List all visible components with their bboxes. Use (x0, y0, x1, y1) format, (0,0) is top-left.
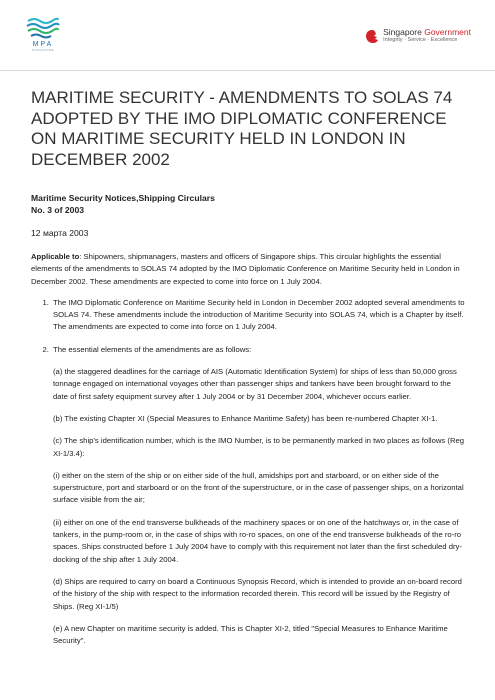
page-title: MARITIME SECURITY - AMENDMENTS TO SOLAS 74 ADOPTED BY THE IMO DIPLOMATIC CONFERENCE ON MARITIME SECURITY HELD IN LONDON IN DECEMBER 2002 (31, 88, 453, 169)
article-content (0, 88, 495, 647)
list-item-text: The essential elements of the amendments are as follows: (53, 344, 252, 354)
lion-head-icon (365, 29, 379, 44)
list-item (51, 344, 465, 648)
singapore-government-logo[interactable] (365, 28, 471, 44)
sub-item-c: (c) The ship's identification number, which is the IMO Number, is to be permanently marked in two places as follows (Reg XI-1/3.4): (53, 436, 465, 458)
sub-item-d: (d) Ships are required to carry on board a Continuous Synopsis Record, which is intended to provide an on-board record of the history of the ship with respect to the information recorded therein. This record will be issued by the Registry of Ships. (Reg XI-1/5) (53, 576, 462, 611)
mpa-logo-subtext: SINGAPORE (31, 48, 55, 52)
sub-item-a: (a) the staggered deadlines for the carriage of AIS (Automatic Identification System) for ships of less than 50,000 gross tonnage engaged on international voyages other than passenger ships and tankers have been brought forward to the date of first safety equipment survey after 1 July 2004 or by 31 December 2004, whichever occurs earlier. (53, 367, 457, 401)
applicable-text: : Shipowners, shipmanagers, masters and officers of Singapore ships. This circular highlights the essential elements of the amendments to SOLAS 74 adopted by the IMO Diplomatic Conference on Maritime Security held in London in December 2002. These amendments are expected to come into force on 1 July 2004. (31, 252, 460, 286)
applicable-paragraph (31, 251, 465, 288)
numbered-list (31, 297, 465, 648)
sub-item-b: (b) The existing Chapter XI (Special Measures to Enhance Maritime Safety) has been re-numbered Chapter XI-1. (53, 413, 438, 423)
sub-item-c-i: (i) either on the stern of the ship or on either side of the hull, amidships port and starboard, or on either side of the superstructure, port and starboard or on the front of the superstructure, or in the case of passenger ships, on a horizontal surface visible from the air; (53, 470, 464, 505)
circular-number: No. 3 of 2003 (31, 205, 85, 215)
mpa-logo-text: MPA (32, 41, 54, 48)
applicable-label: Applicable to (31, 252, 80, 261)
gov-name-part1: Singapore (383, 27, 425, 37)
sub-item-e: (e) A new Chapter on maritime security is added. This is Chapter XI-2, titled "Special Measures to Enhance Maritime Security". (53, 623, 448, 646)
mpa-logo[interactable] (25, 16, 61, 52)
sub-items (53, 366, 465, 647)
gov-tagline: Integrity · Service · Excellence (383, 37, 458, 43)
list-item: 1. The IMO Diplomatic Conference on Maritime Security held in London in December 2002 adopted several amendments to SOLAS 74. These amendments include the introduction of Maritime Security into SOLAS 74, which is a Chapter by itself. The amendments are expected to come into force on 1 July 2004. (51, 297, 465, 334)
mpa-waves-icon (25, 16, 61, 40)
gov-name (383, 28, 471, 37)
site-header (0, 0, 495, 71)
gov-name-part2: Government (424, 27, 471, 37)
sub-item-c-ii: (ii) either on one of the end transverse bulkheads of the machinery spaces or on one of the hatchways or, in the case of tankers, in the pump-room or, in the case of ships with ro-ro spaces, on one of the end transverse bulkheads of the ro-ro spaces. Ships constructed before 1 July 2004 have to comply with this requirement not later than the first scheduled dry-docking of the ship after 1 July 2004. (53, 517, 462, 564)
circular-category: Maritime Security Notices,Shipping Circulars (31, 193, 215, 203)
circular-date: 12 марта 2003 (31, 228, 89, 238)
